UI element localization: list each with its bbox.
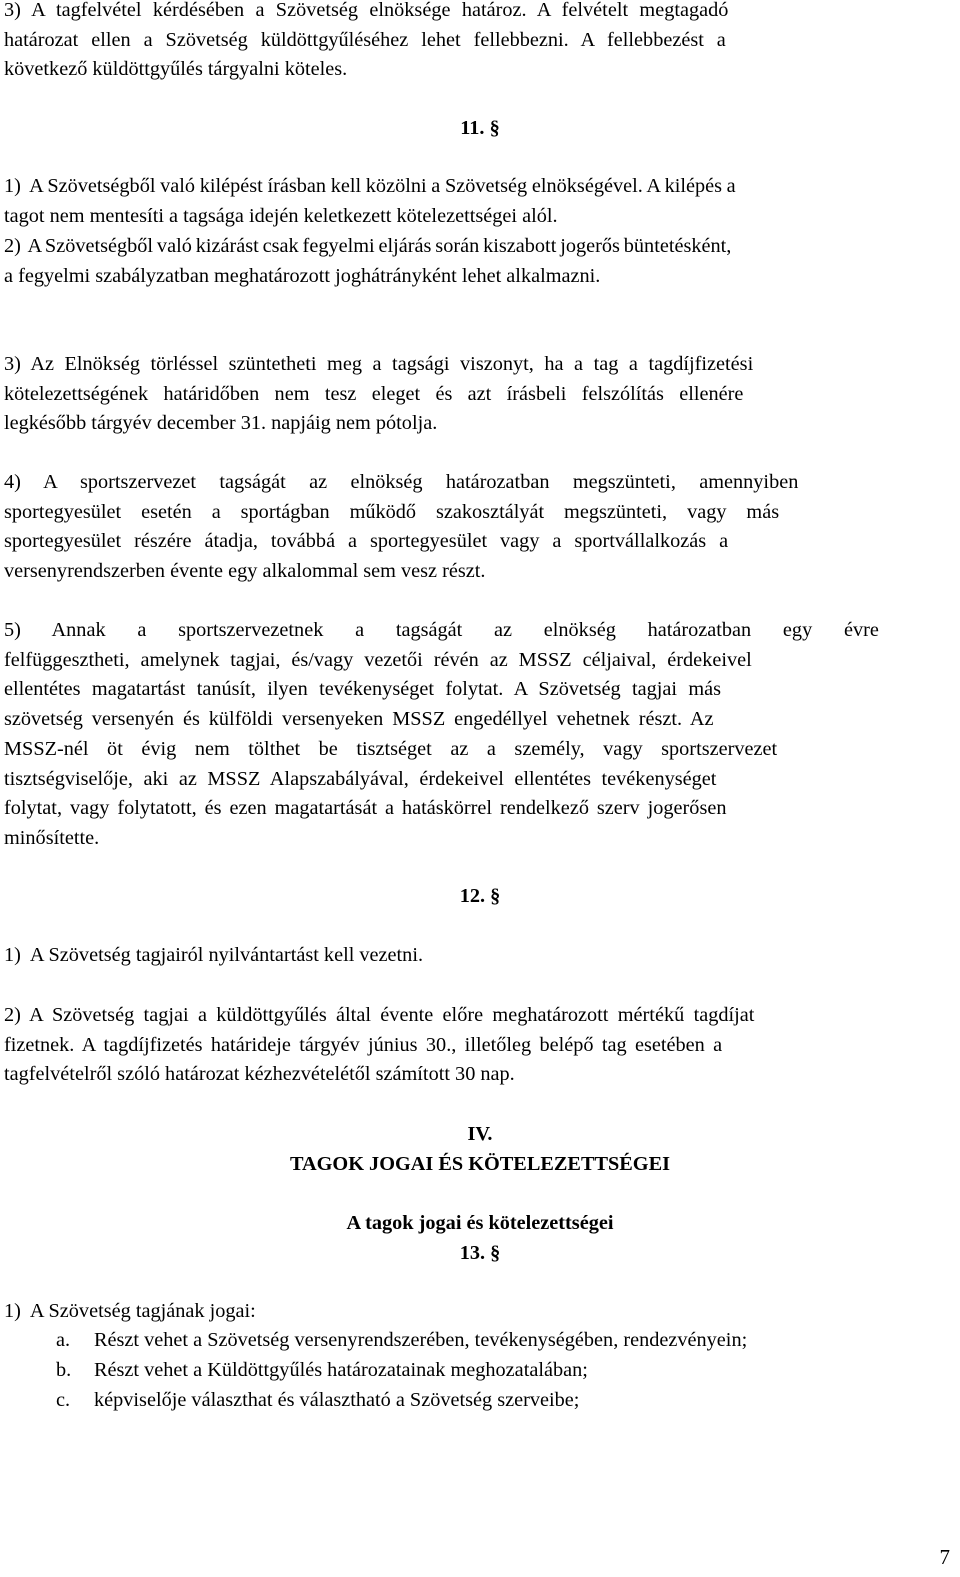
- list-label: b.: [56, 1359, 72, 1381]
- line-text: fizetnek. A tagdíjfizetés határideje tárgyév június 30., illetőleg belépő tag esetében a: [4, 1033, 723, 1056]
- paragraph-12-1: [4, 941, 952, 971]
- line-text: 1) A Szövetség tagjairól nyilvántartást kell vezetni.: [4, 944, 424, 966]
- line-text: MSSZ-nél öt évig nem tölthet be tisztséget az a személy, vagy sportszervezet: [4, 737, 778, 760]
- line-text: szövetség versenyén és külföldi versenyeken MSSZ engedéllyel vehetnek részt. Az: [4, 708, 714, 731]
- paragraph-12-2: [4, 1001, 952, 1090]
- line-text: felfüggesztheti, amelynek tagjai, és/vagy vezetői révén az MSSZ céljaival, érdekeivel: [4, 648, 752, 671]
- list-item: [56, 1326, 747, 1356]
- line-text: 2) A Szövetségből való kizárást csak fegyelmi eljárás során kiszabott jogerős büntetésként,: [4, 235, 732, 257]
- paragraph-11-4: [4, 468, 952, 587]
- paragraph-11-2: [4, 232, 952, 291]
- section-heading-12: 12. §: [459, 885, 501, 907]
- line-text: 1) A Szövetségből való kilépést írásban kell közölni a Szövetség elnökségével. A kilépés a: [4, 175, 736, 197]
- list-item: [56, 1386, 579, 1416]
- section-heading-13: 13. §: [459, 1242, 501, 1264]
- line-text: következő küldöttgyűlés tárgyalni köteles.: [4, 58, 348, 81]
- page-number: 7: [939, 1545, 950, 1569]
- line-text: sportegyesület esetén a sportágban működő szakosztályát megszünteti, vagy más: [4, 500, 780, 523]
- line-text: a fegyelmi szabályzatban meghatározott joghátrányként lehet alkalmazni.: [4, 264, 601, 287]
- list-text: Részt vehet a Küldöttgyűlés határozatainak meghozatalában;: [94, 1359, 588, 1381]
- line-text: 5) Annak a sportszervezetnek a tagságát az elnökség határozatban egy évre: [4, 619, 879, 641]
- line-text: versenyrendszerben évente egy alkalommal sem vesz részt.: [4, 560, 486, 583]
- list-text: képviselője választhat és választható a Szövetség szerveibe;: [94, 1389, 580, 1411]
- line-text: 2) A Szövetség tagjai a küldöttgyűlés által évente előre meghatározott mértékű tagdíjat: [4, 1004, 755, 1026]
- text-line: [4, 0, 952, 26]
- text-line: [4, 55, 952, 85]
- paragraph-membership-decision: [4, 0, 952, 85]
- paragraph-11-1: [4, 172, 952, 231]
- line-text: sportegyesület részére átadja, továbbá a sportegyesület vagy a sportvállalkozás a: [4, 530, 729, 553]
- paragraph-11-3: [4, 350, 952, 439]
- line-text: határozat ellen a Szövetség küldöttgyűléséhez lehet fellebbezni. A fellebbezést a: [4, 28, 726, 51]
- line-text: 4) A sportszervezet tagságát az elnökség határozatban megszünteti, amennyiben: [4, 471, 799, 493]
- line-text: 3) Az Elnökség törléssel szüntetheti meg a tagsági viszonyt, ha a tag a tagdíjfizetési: [4, 353, 754, 375]
- list-item: [56, 1356, 588, 1386]
- line-text: tisztségviselője, aki az MSSZ Alapszabályával, érdekeivel ellentétes tevékenységet: [4, 767, 717, 790]
- section-heading-11: 11. §: [460, 117, 500, 139]
- line-text: tagfelvételről szóló határozat kézhezvételétől számított 30 nap.: [4, 1063, 515, 1086]
- list-label: c.: [56, 1389, 71, 1411]
- line-text: kötelezettségének határidőben nem tesz eleget és azt írásbeli felszólítás ellenére: [4, 382, 744, 405]
- list-label: a.: [56, 1329, 71, 1351]
- line-text: legkésőbb tárgyév december 31. napjáig nem pótolja.: [4, 412, 438, 435]
- line-text: 1) A Szövetség tagjának jogai:: [4, 1300, 256, 1322]
- paragraph-13-1: [4, 1297, 952, 1327]
- paragraph-11-5: [4, 616, 952, 854]
- line-text: minősítette.: [4, 826, 100, 849]
- line-text: tagot nem mentesíti a tagsága idején keletkezett kötelezettségei alól.: [4, 204, 558, 227]
- list-text: Részt vehet a Szövetség versenyrendszerében, tevékenységében, rendezvényein;: [94, 1329, 748, 1351]
- text-line: [4, 26, 952, 56]
- line-text: folytat, vagy folytatott, és ezen magatartását a hatáskörrel rendelkező szerv jogerősen: [4, 797, 727, 820]
- chapter-subtitle: A tagok jogai és kötelezettségei: [346, 1212, 614, 1234]
- chapter-title: TAGOK JOGAI ÉS KÖTELEZETTSÉGEI: [289, 1153, 670, 1175]
- chapter-number: IV.: [467, 1123, 493, 1145]
- line-text: 3) A tagfelvétel kérdésében a Szövetség elnöksége határoz. A felvételt megtagadó: [4, 0, 729, 21]
- line-text: ellentétes magatartást tanúsít, ilyen tevékenységet folytat. A Szövetség tagjai más: [4, 678, 722, 701]
